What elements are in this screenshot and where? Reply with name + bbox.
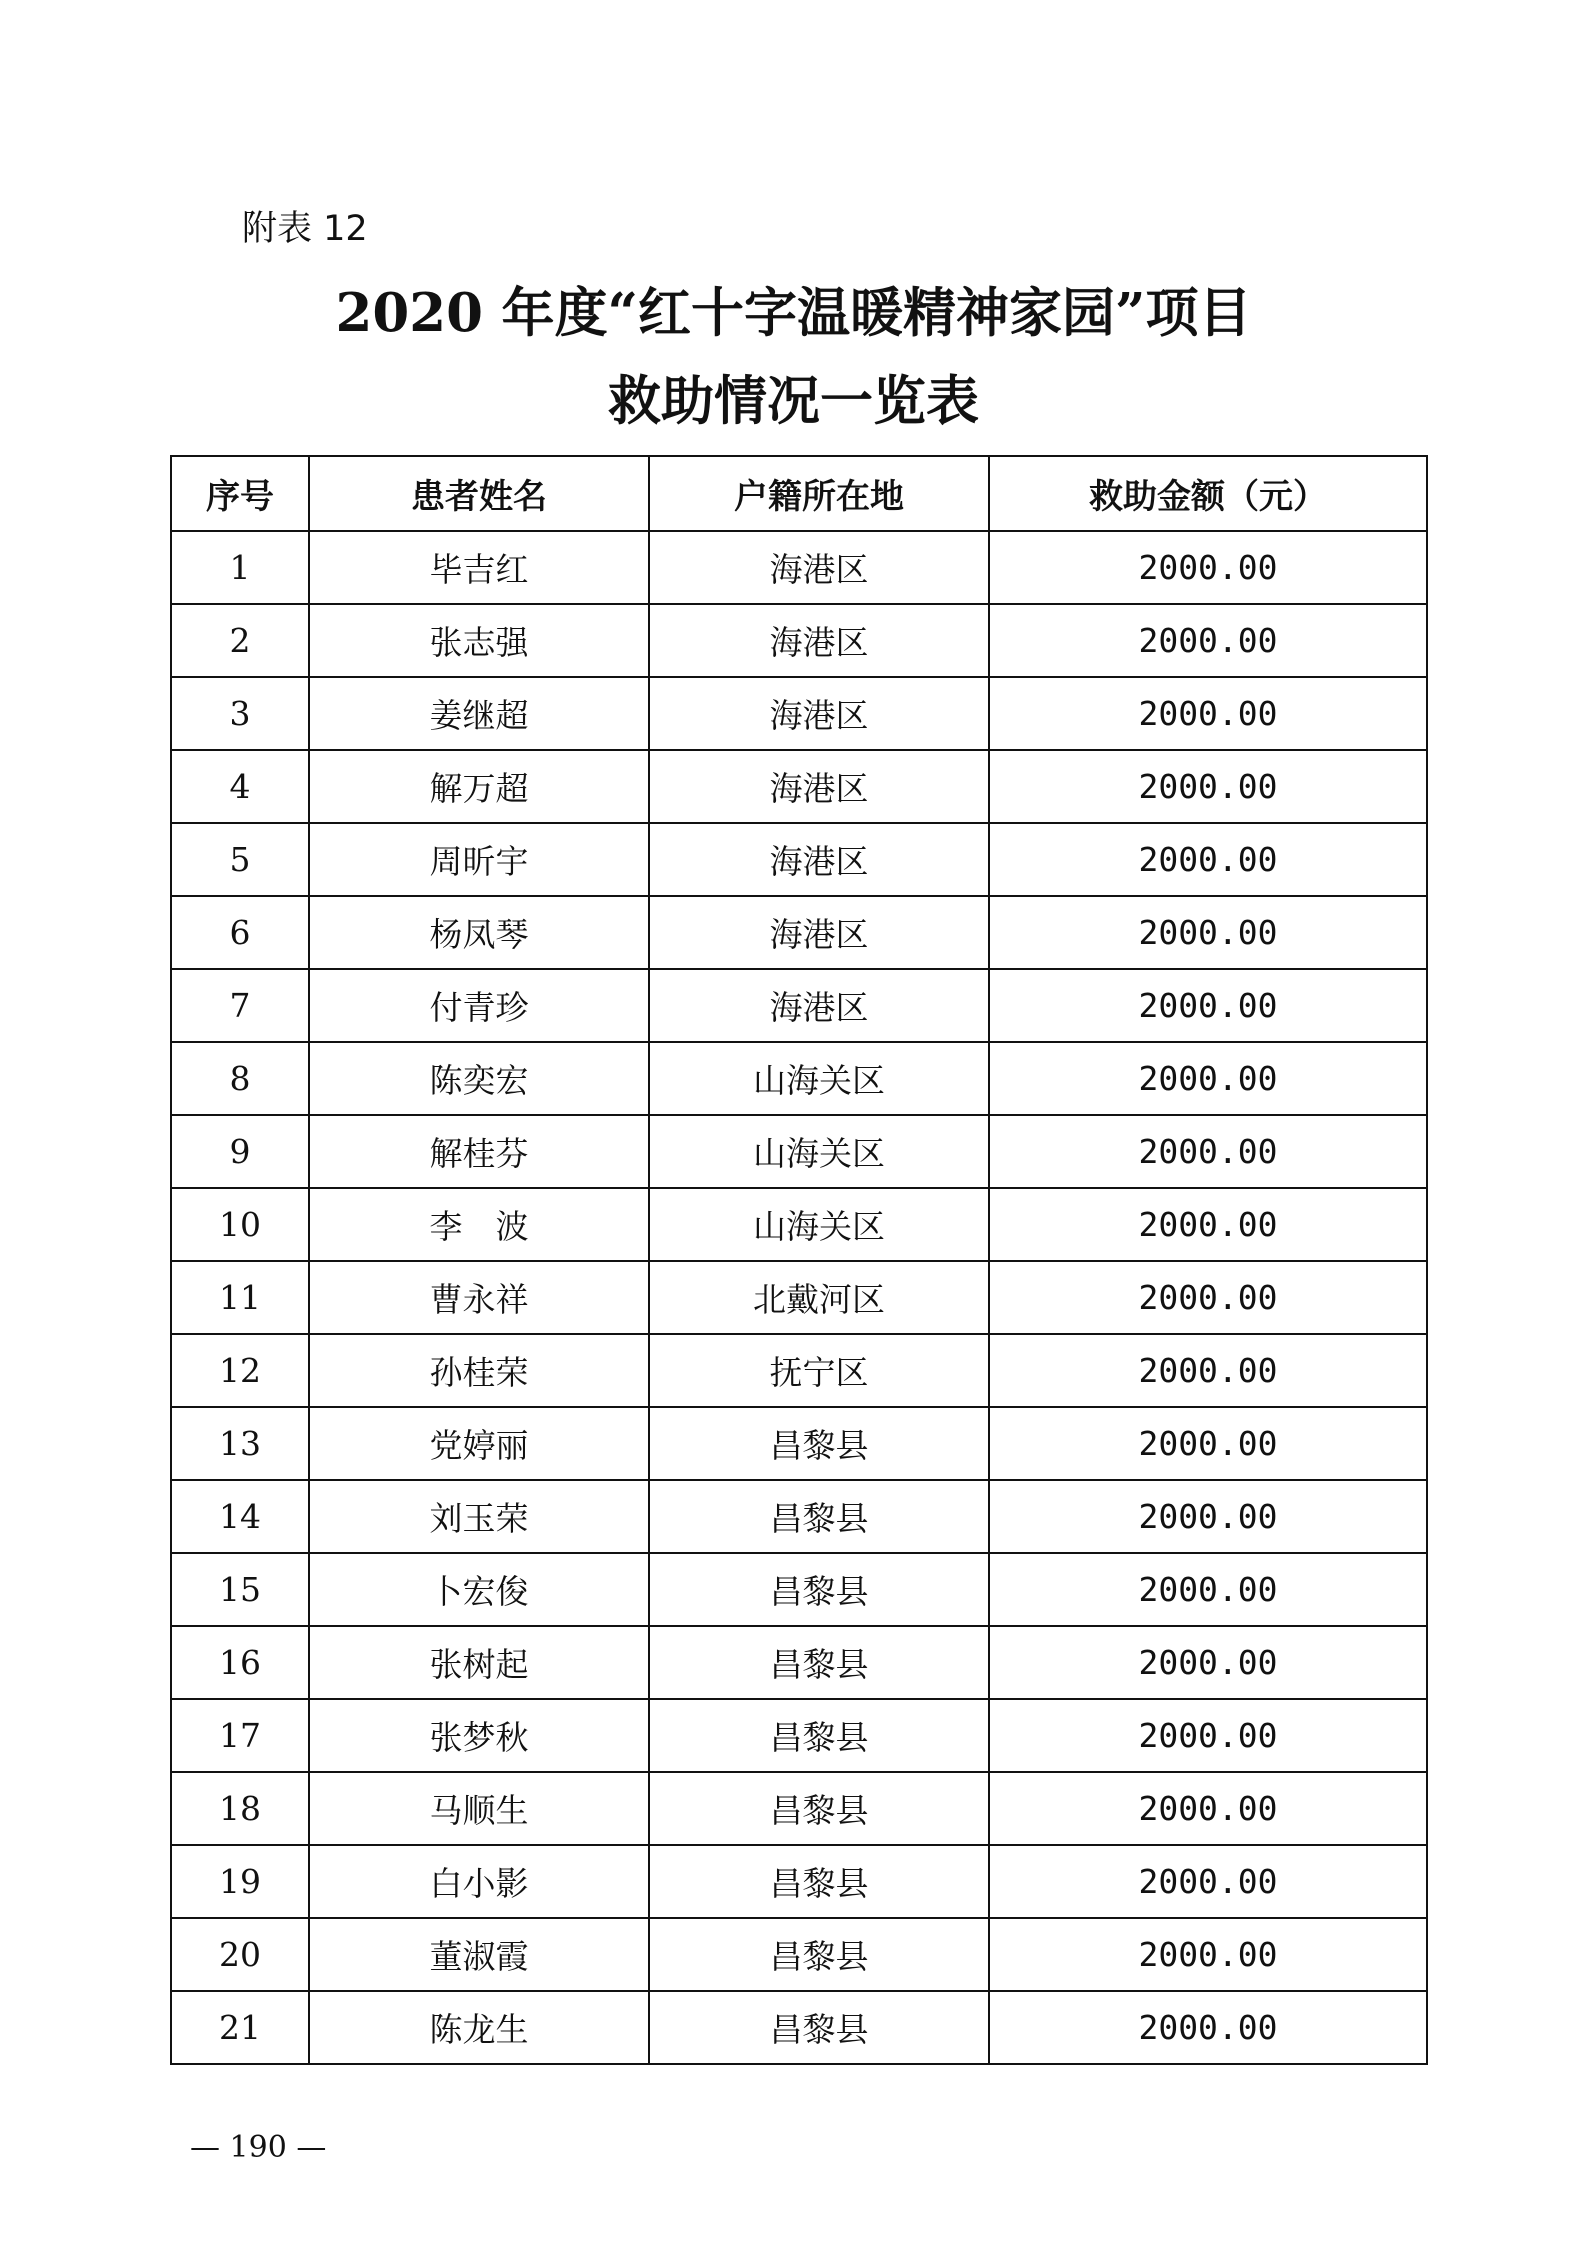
patient-name-cell: 张树起 [309,1626,649,1699]
amount-cell: 2000.00 [989,1772,1427,1845]
table-row [171,1553,1427,1626]
serial-number-cell: 5 [171,823,309,896]
household-location-cell: 海港区 [649,604,989,677]
table-row [171,1626,1427,1699]
table-row [171,1407,1427,1480]
household-location-cell: 昌黎县 [649,1699,989,1772]
serial-number-cell: 1 [171,531,309,604]
table-row [171,823,1427,896]
amount-cell: 2000.00 [989,969,1427,1042]
patient-name-cell: 马顺生 [309,1772,649,1845]
household-location-cell: 山海关区 [649,1115,989,1188]
household-location-cell: 海港区 [649,896,989,969]
household-location-cell: 海港区 [649,677,989,750]
amount-cell: 2000.00 [989,896,1427,969]
household-location-cell: 山海关区 [649,1188,989,1261]
header-patient-name: 患者姓名 [309,456,649,531]
patient-name-cell: 白小影 [309,1845,649,1918]
patient-name-cell: 党婷丽 [309,1407,649,1480]
table-row [171,969,1427,1042]
table-row [171,1845,1427,1918]
header-aid-amount: 救助金额（元） [989,456,1427,531]
patient-name-cell: 张志强 [309,604,649,677]
household-location-cell: 昌黎县 [649,1407,989,1480]
amount-cell: 2000.00 [989,1626,1427,1699]
amount-cell: 2000.00 [989,1407,1427,1480]
serial-number-cell: 13 [171,1407,309,1480]
amount-cell: 2000.00 [989,823,1427,896]
table-row [171,1334,1427,1407]
patient-name-cell: 周昕宇 [309,823,649,896]
household-location-cell: 海港区 [649,531,989,604]
patient-name-cell: 付青珍 [309,969,649,1042]
serial-number-cell: 17 [171,1699,309,1772]
table-row [171,1480,1427,1553]
household-location-cell: 海港区 [649,823,989,896]
patient-name-cell: 陈龙生 [309,1991,649,2064]
serial-number-cell: 18 [171,1772,309,1845]
table-row [171,677,1427,750]
household-location-cell: 北戴河区 [649,1261,989,1334]
serial-number-cell: 4 [171,750,309,823]
table-row [171,531,1427,604]
amount-cell: 2000.00 [989,677,1427,750]
serial-number-cell: 6 [171,896,309,969]
rescue-table [170,455,1428,2065]
household-location-cell: 海港区 [649,750,989,823]
serial-number-cell: 16 [171,1626,309,1699]
patient-name-cell: 陈奕宏 [309,1042,649,1115]
serial-number-cell: 7 [171,969,309,1042]
patient-name-cell: 张梦秋 [309,1699,649,1772]
amount-cell: 2000.00 [989,1845,1427,1918]
table-row [171,1991,1427,2064]
table-row [171,1115,1427,1188]
amount-cell: 2000.00 [989,1553,1427,1626]
page-subtitle: 救助情况一览表 [608,370,979,432]
amount-cell: 2000.00 [989,1188,1427,1261]
household-location-cell: 山海关区 [649,1042,989,1115]
patient-name-cell: 董淑霞 [309,1918,649,1991]
serial-number-cell: 8 [171,1042,309,1115]
amount-cell: 2000.00 [989,1699,1427,1772]
amount-cell: 2000.00 [989,750,1427,823]
serial-number-cell: 20 [171,1918,309,1991]
patient-name-cell: 曹永祥 [309,1261,649,1334]
attachment-label: 附表 12 [242,209,368,249]
household-location-cell: 昌黎县 [649,1626,989,1699]
patient-name-cell: 孙桂荣 [309,1334,649,1407]
table-row [171,1188,1427,1261]
amount-cell: 2000.00 [989,1480,1427,1553]
amount-cell: 2000.00 [989,1991,1427,2064]
serial-number-cell: 2 [171,604,309,677]
household-location-cell: 抚宁区 [649,1334,989,1407]
patient-name-cell: 卜宏俊 [309,1553,649,1626]
patient-name-cell: 杨凤琴 [309,896,649,969]
amount-cell: 2000.00 [989,1334,1427,1407]
serial-number-cell: 19 [171,1845,309,1918]
table-header-row [171,456,1427,531]
household-location-cell: 昌黎县 [649,1480,989,1553]
table-row [171,750,1427,823]
household-location-cell: 海港区 [649,969,989,1042]
header-serial-number: 序号 [171,456,309,531]
household-location-cell: 昌黎县 [649,1772,989,1845]
household-location-cell: 昌黎县 [649,1918,989,1991]
serial-number-cell: 15 [171,1553,309,1626]
page-title: 2020 年度“红十字温暖精神家园”项目 [335,282,1252,344]
patient-name-cell: 解桂芬 [309,1115,649,1188]
household-location-cell: 昌黎县 [649,1991,989,2064]
amount-cell: 2000.00 [989,604,1427,677]
serial-number-cell: 12 [171,1334,309,1407]
header-household-location: 户籍所在地 [649,456,989,531]
amount-cell: 2000.00 [989,1115,1427,1188]
household-location-cell: 昌黎县 [649,1553,989,1626]
table-row [171,1918,1427,1991]
household-location-cell: 昌黎县 [649,1845,989,1918]
serial-number-cell: 3 [171,677,309,750]
patient-name-cell: 李 波 [309,1188,649,1261]
table-row [171,1699,1427,1772]
amount-cell: 2000.00 [989,1042,1427,1115]
amount-cell: 2000.00 [989,1261,1427,1334]
serial-number-cell: 9 [171,1115,309,1188]
table-row [171,896,1427,969]
patient-name-cell: 姜继超 [309,677,649,750]
patient-name-cell: 解万超 [309,750,649,823]
table-row [171,604,1427,677]
serial-number-cell: 21 [171,1991,309,2064]
serial-number-cell: 11 [171,1261,309,1334]
table-row [171,1042,1427,1115]
table-row [171,1772,1427,1845]
patient-name-cell: 刘玉荣 [309,1480,649,1553]
serial-number-cell: 14 [171,1480,309,1553]
table-body [171,531,1427,2064]
amount-cell: 2000.00 [989,531,1427,604]
amount-cell: 2000.00 [989,1918,1427,1991]
page-number: — 190 — [190,2130,327,2165]
patient-name-cell: 毕吉红 [309,531,649,604]
serial-number-cell: 10 [171,1188,309,1261]
table-row [171,1261,1427,1334]
